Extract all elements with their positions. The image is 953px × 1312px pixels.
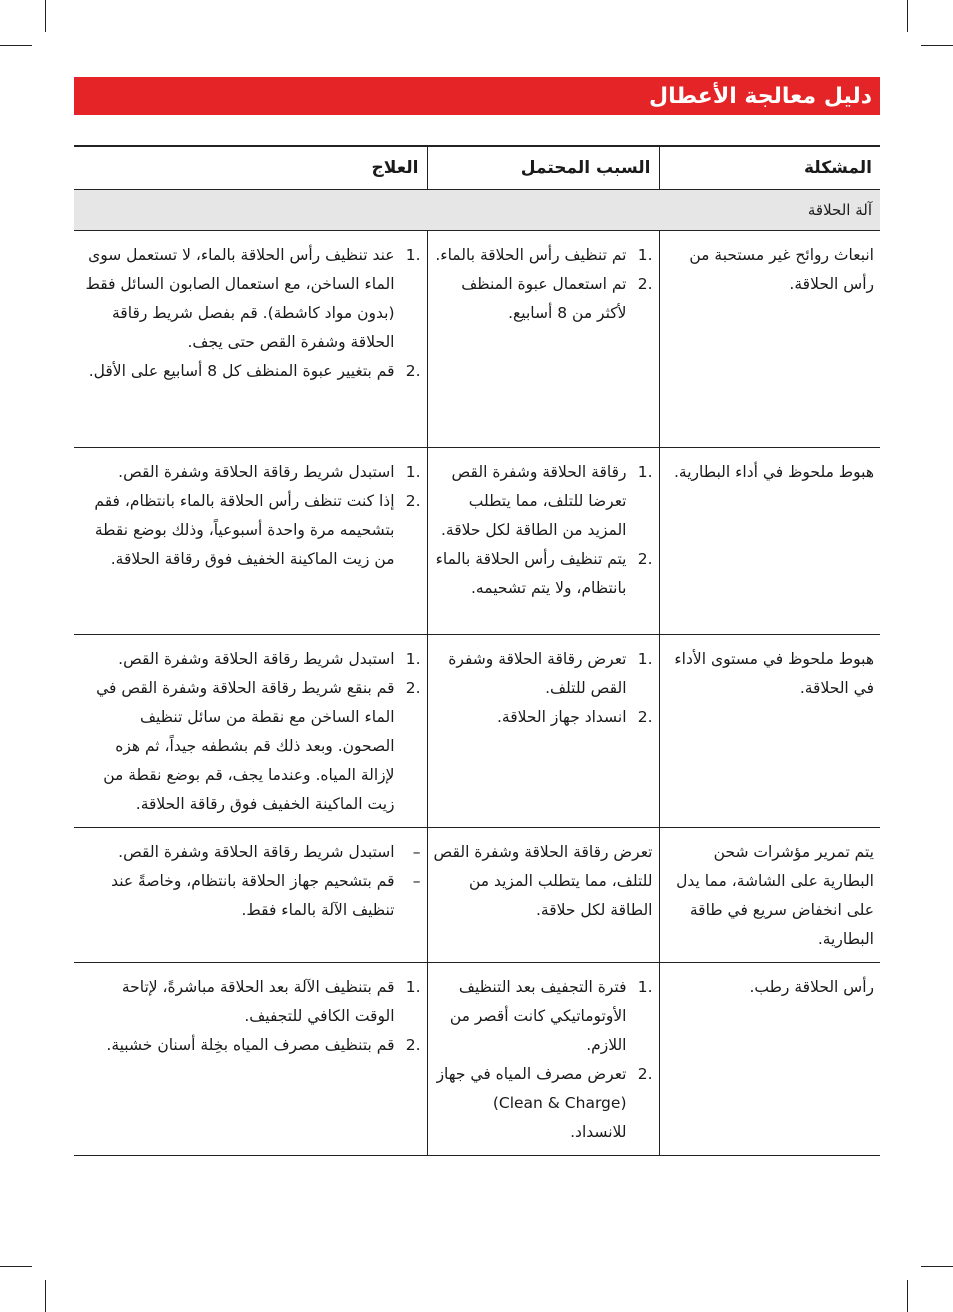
- list-item: 1. استبدل شريط رقاقة الحلاقة وشفرة القص.: [118, 650, 421, 668]
- crop-mark: [0, 45, 32, 46]
- cause-cell: [427, 448, 659, 635]
- problem-cell: انبعاث روائح غير مستحبة من رأس الحلاقة.: [659, 231, 880, 448]
- list-item: – قم بتشحيم جهاز الحلاقة بانتظام، وخاصةً عند تنظيف الآلة بالماء فقط.: [111, 872, 421, 919]
- page-title-banner: [74, 77, 880, 115]
- problem-cell: هبوط ملحوظ في أداء البطارية.: [659, 448, 880, 635]
- table-row: [74, 963, 880, 1156]
- list-item: 1. تعرض رقاقة الحلاقة وشفرة القص للتلف.: [448, 650, 653, 697]
- list-item: 1. فترة التجفيف بعد التنظيف الأوتوماتيكي كانت أقصر من اللازم.: [449, 978, 653, 1054]
- cause-cell: [427, 963, 659, 1156]
- problem-cell: رأس الحلاقة رطب.: [659, 963, 880, 1156]
- crop-mark: [907, 0, 908, 32]
- solution-cell: [74, 231, 427, 448]
- table-row: [74, 231, 880, 448]
- list-item: 1. رقاقة الحلاقة وشفرة القص تعرضا للتلف، مما يتطلب المزيد من الطاقة لكل حلاقة.: [441, 463, 653, 539]
- problem-cell: يتم تمرير مؤشرات شحن البطارية على الشاشة، مما يدل على انخفاض سريع في طاقة البطارية.: [659, 828, 880, 963]
- crop-mark: [921, 1266, 953, 1267]
- troubleshooting-table: [74, 145, 880, 1156]
- cause-cell: [427, 635, 659, 828]
- section-title: آلة الحلاقة: [74, 190, 880, 231]
- solution-cell: [74, 448, 427, 635]
- table-row: [74, 635, 880, 828]
- list-item: 2. يتم تنظيف رأس الحلاقة بالماء بانتظام، ولا يتم تشحيمه.: [435, 550, 653, 597]
- crop-mark: [921, 45, 953, 46]
- cause-cell: [427, 231, 659, 448]
- list-item: 2. تم استعمال عبوة المنظف لأكثر من 8 أسابيع.: [461, 275, 653, 322]
- section-row: [74, 190, 880, 231]
- crop-mark: [907, 1280, 908, 1312]
- list-item: 2. إذا كنت تنظف رأس الحلاقة بالماء بانتظام، فقم بتشحيمه مرة واحدة أسبوعياً، وذلك بوضع نقطة من زيت الماكينة الخفيف فوق رقاقة الحلاقة.: [94, 492, 421, 568]
- list-item: 2. انسداد جهاز الحلاقة.: [496, 708, 653, 726]
- problem-cell: هبوط ملحوظ في مستوى الأداء في الحلاقة.: [659, 635, 880, 828]
- crop-mark: [45, 1280, 46, 1312]
- crop-mark: [45, 0, 46, 32]
- header-cause: السبب المحتمل: [427, 146, 659, 190]
- list-item: – استبدل شريط رقاقة الحلاقة وشفرة القص.: [118, 843, 421, 861]
- solution-cell: [74, 635, 427, 828]
- list-item: 2. قم بتنظيف مصرف المياه بخِلة أسنان خشبية.: [106, 1036, 421, 1054]
- solution-cell: [74, 963, 427, 1156]
- crop-mark: [0, 1266, 32, 1267]
- list-item: 2. قم بتغيير عبوة المنظف كل 8 أسابيع على الأقل.: [88, 362, 421, 380]
- list-item: 2. تعرض مصرف المياه في جهاز (Clean & Charge) للانسداد.: [436, 1065, 653, 1141]
- cause-cell: تعرض رقاقة الحلاقة وشفرة القص للتلف، مما يتطلب المزيد من الطاقة لكل حلاقة.: [427, 828, 659, 963]
- table-header-row: [74, 146, 880, 190]
- list-item: 2. قم بنقع شريط رقاقة الحلاقة وشفرة القص في الماء الساخن مع نقطة من سائل تنظيف الصحون. وبعد ذلك قم بشطفه جيداً، ثم هزه لإزالة المياه. وعندما يجف، قم بوضع نقطة من زيت الماكينة الخفيف فوق رقاقة الحلاقة.: [96, 679, 421, 813]
- list-item: 1. قم بتنظيف الآلة بعد الحلاقة مباشرةً، لإتاحة الوقت الكافي للتجفيف.: [121, 978, 421, 1025]
- table-row: [74, 448, 880, 635]
- solution-cell: [74, 828, 427, 963]
- table-row: [74, 828, 880, 963]
- list-item: 1. استبدل شريط رقاقة الحلاقة وشفرة القص.: [118, 463, 421, 481]
- header-solution: العلاج: [74, 146, 427, 190]
- list-item: 1. تم تنظيف رأس الحلاقة بالماء.: [435, 246, 653, 264]
- list-item: 1. عند تنظيف رأس الحلاقة بالماء، لا تستعمل سوى الماء الساخن، مع استعمال الصابون السائل فقط (بدون مواد كاشطة). قم بفصل شريط رقاقة الحلاقة وشفرة القص حتى يجف.: [85, 246, 421, 351]
- header-problem: المشكلة: [659, 146, 880, 190]
- page-title: دليل معالجة الأعطال: [649, 83, 872, 109]
